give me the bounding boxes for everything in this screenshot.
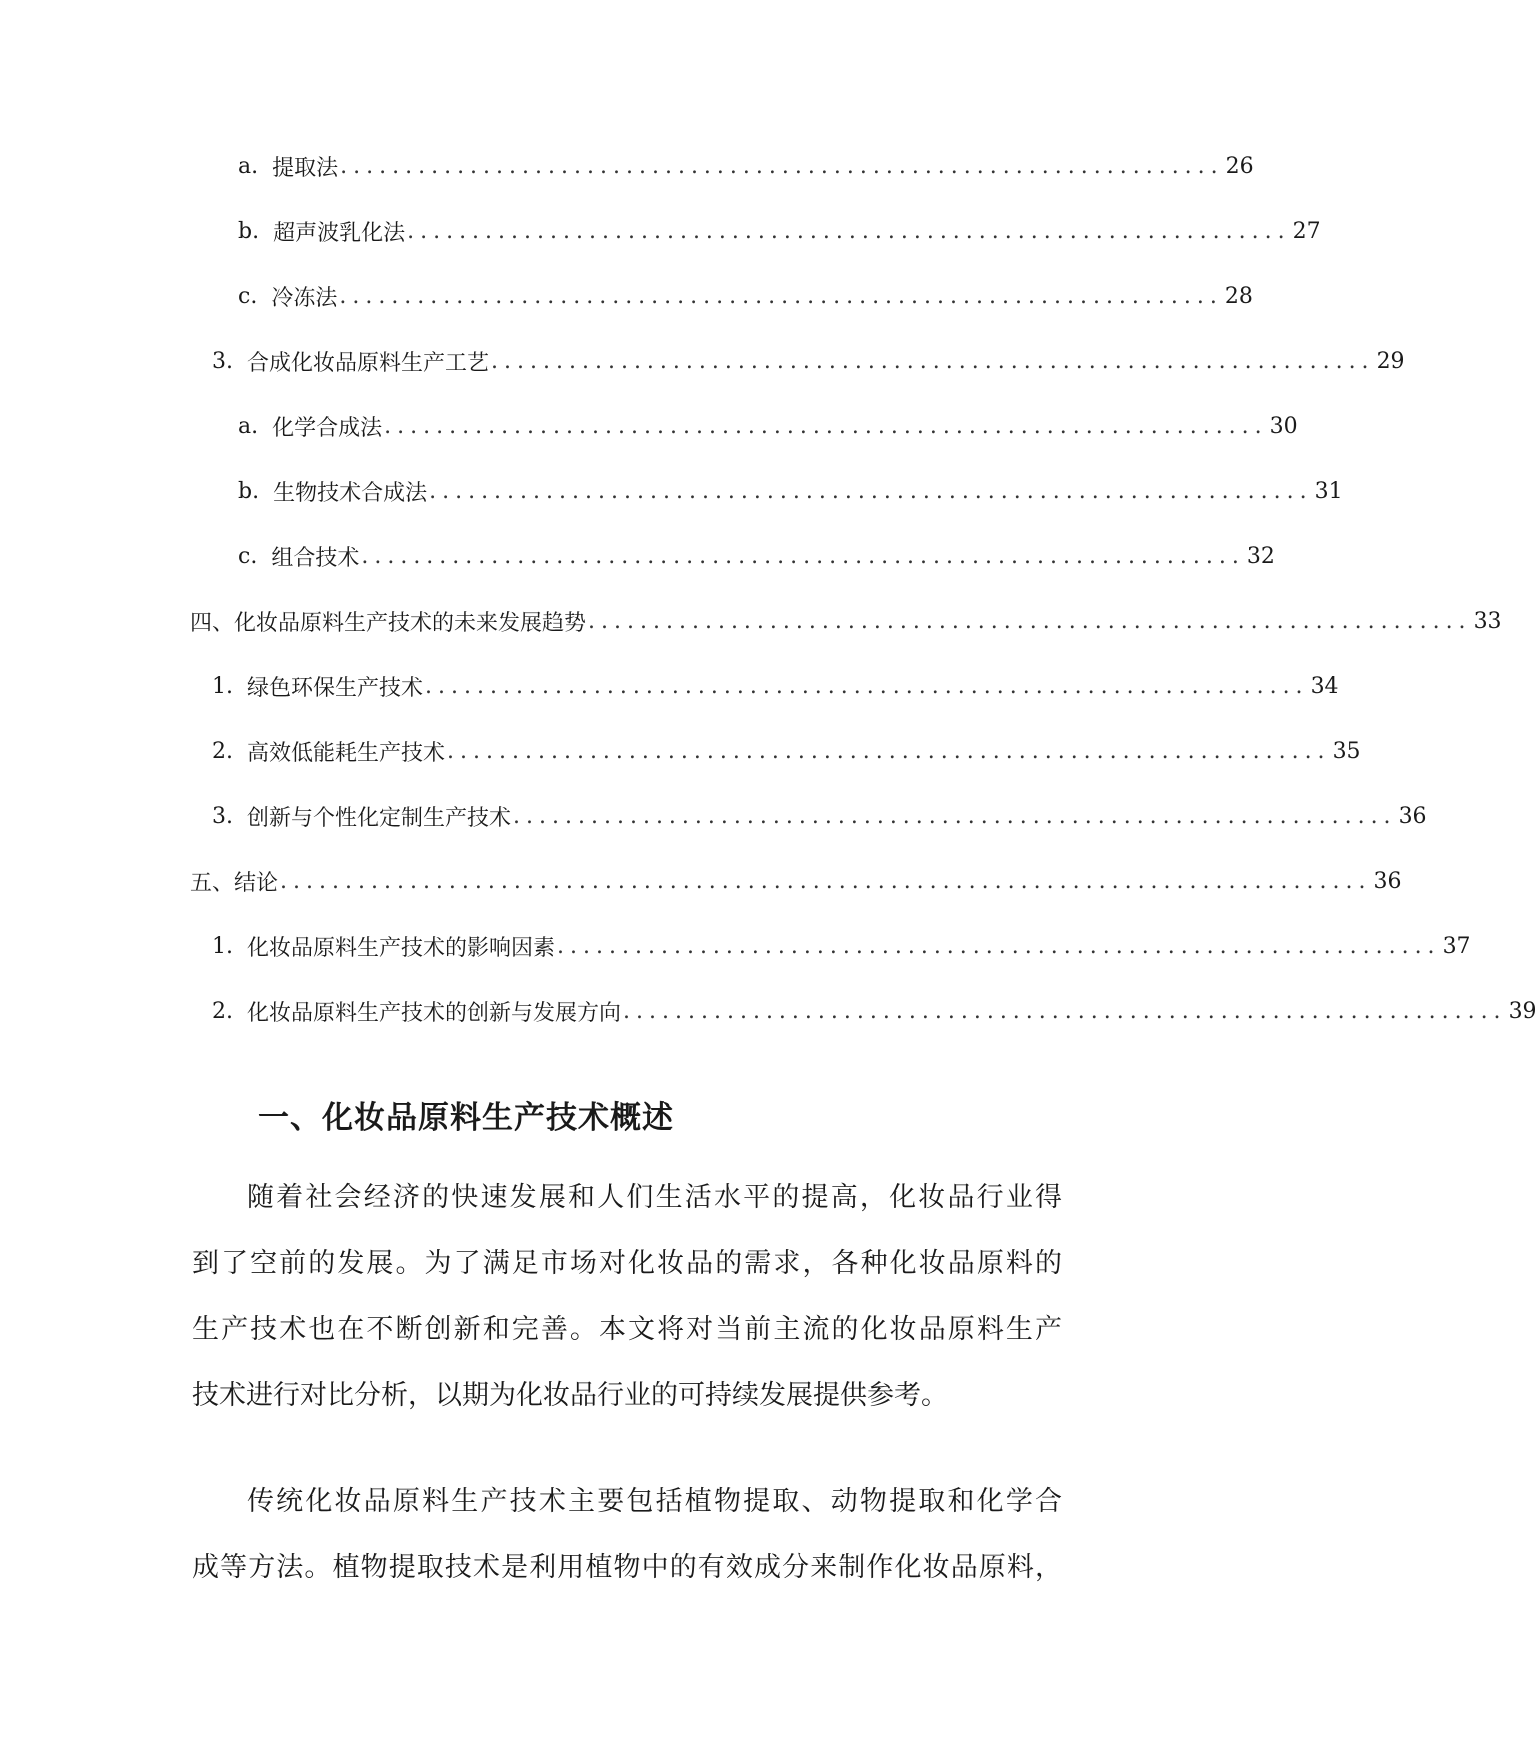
toc-entry-page: 37	[1442, 933, 1471, 959]
toc-entry-title: 创新与个性化定制生产技术	[247, 805, 512, 831]
toc-entry-page: 28	[1224, 283, 1253, 309]
toc-entry[interactable]	[238, 471, 1343, 511]
toc-entry-number: 1.	[212, 933, 233, 959]
toc-entry-page: 39	[1508, 998, 1537, 1024]
toc-entry-page: 27	[1292, 218, 1321, 244]
toc-dot-leader: ....................................................................................	[280, 868, 1372, 894]
toc-entry-page: 35	[1332, 738, 1361, 764]
toc-dot-leader: ....................................................................	[588, 608, 1472, 634]
paragraph-line: 到了空前的发展。为了满足市场对化妆品的需求，各种化妆品原料的	[192, 1248, 1062, 1279]
toc-entry-number: c.	[238, 543, 258, 569]
toc-entry[interactable]	[212, 991, 1537, 1031]
paragraph-line: 传统化妆品原料生产技术主要包括植物提取、动物提取和化学合	[247, 1486, 1062, 1517]
toc-entry-page: 34	[1310, 673, 1339, 699]
toc-entry-title: 五、结论	[190, 870, 279, 896]
toc-dot-leader: ....................................................................	[513, 803, 1397, 829]
toc-entry-title: 组合技术	[271, 545, 360, 571]
toc-entry-page: 26	[1225, 153, 1254, 179]
toc-entry-title: 合成化妆品原料生产工艺	[247, 350, 490, 376]
toc-dot-leader: ....................................................................	[361, 543, 1245, 569]
toc-dot-leader: ....................................................................	[447, 738, 1331, 764]
toc-entry-title: 化妆品原料生产技术的创新与发展方向	[247, 1000, 622, 1026]
toc-entry[interactable]	[212, 341, 1405, 381]
toc-entry[interactable]	[190, 601, 1502, 641]
toc-dot-leader: ....................................................................	[425, 673, 1309, 699]
toc-entry-number: 3.	[212, 348, 233, 374]
toc-entry-title: 绿色环保生产技术	[247, 675, 424, 701]
toc-entry-page: 36	[1398, 803, 1427, 829]
toc-entry[interactable]	[190, 861, 1402, 901]
paragraph-line: 技术进行对比分析，以期为化妆品行业的可持续发展提供参考。	[192, 1380, 948, 1411]
toc-entry-page: 33	[1473, 608, 1502, 634]
toc-dot-leader: ....................................................................	[407, 218, 1291, 244]
toc-entry-number: b.	[238, 478, 260, 504]
toc-entry-number: a.	[238, 153, 259, 179]
toc-entry[interactable]	[212, 731, 1361, 771]
toc-entry-number: a.	[238, 413, 259, 439]
toc-entry[interactable]	[212, 666, 1339, 706]
section-heading: 一、化妆品原料生产技术概述	[258, 1100, 674, 1136]
toc-entry-title: 高效低能耗生产技术	[247, 740, 446, 766]
toc-entry-title: 冷冻法	[271, 285, 338, 311]
toc-entry-title: 提取法	[272, 155, 339, 181]
toc-dot-leader: ....................................................................	[340, 153, 1224, 179]
paragraph-line: 成等方法。植物提取技术是利用植物中的有效成分来制作化妆品原料，	[192, 1552, 1062, 1583]
toc-entry[interactable]	[238, 406, 1298, 446]
toc-dot-leader: ....................................................................	[623, 998, 1507, 1024]
toc-entry[interactable]	[212, 796, 1427, 836]
toc-entry-number: c.	[238, 283, 258, 309]
toc-entry[interactable]	[238, 276, 1253, 316]
toc-entry-title: 超声波乳化法	[273, 220, 406, 246]
toc-entry-title: 生物技术合成法	[273, 480, 428, 506]
toc-entry-number: 1.	[212, 673, 233, 699]
toc-dot-leader: ....................................................................	[491, 348, 1375, 374]
toc-entry-number: 3.	[212, 803, 233, 829]
paragraph-line: 随着社会经济的快速发展和人们生活水平的提高，化妆品行业得	[247, 1182, 1062, 1213]
toc-entry-number: b.	[238, 218, 260, 244]
toc-entry-number: 2.	[212, 998, 233, 1024]
toc-dot-leader: ....................................................................	[557, 933, 1441, 959]
toc-dot-leader: ....................................................................	[429, 478, 1313, 504]
toc-entry-page: 32	[1246, 543, 1275, 569]
toc-entry-title: 四、化妆品原料生产技术的未来发展趋势	[190, 610, 587, 636]
toc-dot-leader: ....................................................................	[384, 413, 1268, 439]
toc-entry-page: 31	[1314, 478, 1343, 504]
toc-entry-page: 30	[1269, 413, 1298, 439]
toc-entry[interactable]	[238, 211, 1321, 251]
toc-entry-page: 36	[1373, 868, 1402, 894]
paragraph-line: 生产技术也在不断创新和完善。本文将对当前主流的化妆品原料生产	[192, 1314, 1062, 1345]
toc-entry-title: 化学合成法	[272, 415, 383, 441]
toc-entry[interactable]	[238, 146, 1254, 186]
toc-dot-leader: ....................................................................	[339, 283, 1223, 309]
toc-entry-page: 29	[1376, 348, 1405, 374]
toc-entry-title: 化妆品原料生产技术的影响因素	[247, 935, 556, 961]
toc-entry[interactable]	[238, 536, 1275, 576]
toc-entry[interactable]	[212, 926, 1471, 966]
toc-entry-number: 2.	[212, 738, 233, 764]
